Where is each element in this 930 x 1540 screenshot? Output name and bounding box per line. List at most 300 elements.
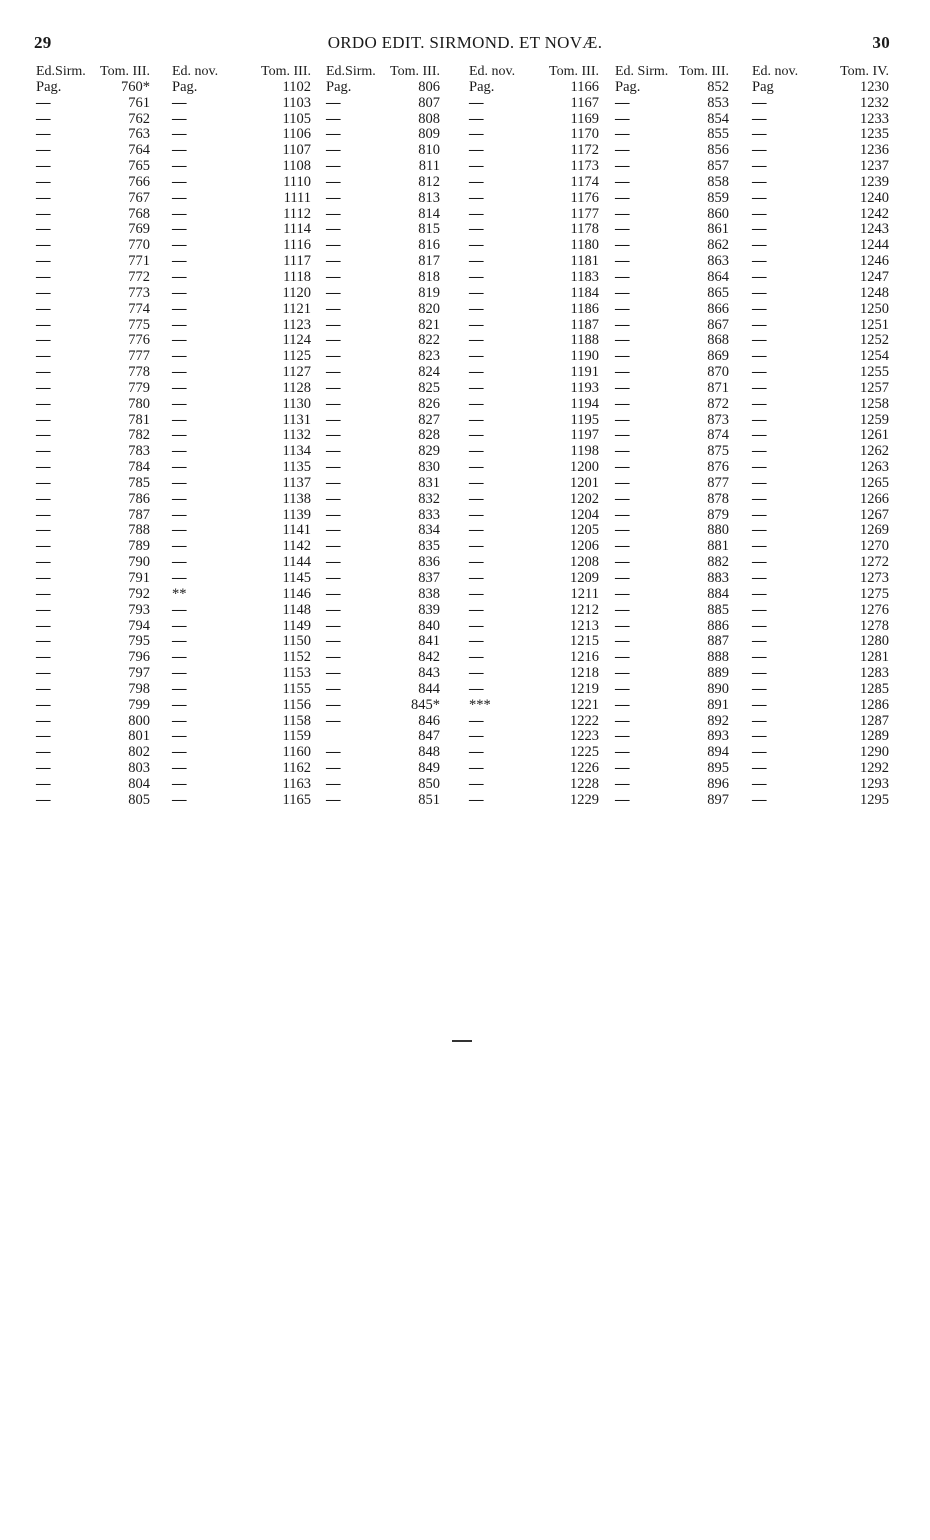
cell-col-1: —: [326, 775, 341, 792]
cell-col-2: 817: [418, 253, 440, 270]
cell-col-3: —: [469, 665, 484, 682]
cell-col-2: 866: [707, 300, 729, 317]
cell-col-3: —: [172, 253, 187, 270]
cell-col-4: 1289: [860, 728, 889, 745]
cell-col-2: 879: [707, 506, 729, 523]
cell-col-1: —: [615, 427, 630, 444]
cell-col-3: Pag.: [469, 78, 495, 95]
cell-col-2: 843: [418, 665, 440, 682]
cell-col-4: 1172: [570, 142, 599, 159]
cell-col-2: 860: [707, 205, 729, 222]
cell-col-2: 809: [418, 126, 440, 143]
cell-col-3: Ed. nov.: [172, 64, 219, 79]
cell-col-4: 1255: [860, 364, 889, 381]
cell-col-4: 1272: [860, 554, 889, 571]
cell-col-4: 1190: [570, 348, 599, 365]
cell-col-1: —: [36, 665, 51, 682]
cell-col-3: —: [469, 744, 484, 761]
cell-col-2: 810: [418, 142, 440, 159]
cell-col-4: 1176: [570, 189, 599, 206]
cell-col-4: 1293: [860, 775, 889, 792]
cell-col-4: 1197: [570, 427, 599, 444]
cell-col-4: Tom. III.: [549, 64, 599, 79]
cell-col-3: —: [172, 443, 187, 460]
cell-col-4: 1218: [570, 665, 599, 682]
cell-col-1: —: [615, 411, 630, 428]
cell-col-3: —: [752, 237, 767, 254]
cell-col-1: —: [326, 205, 341, 222]
cell-col-3: —: [469, 189, 484, 206]
cell-col-1: —: [615, 158, 630, 175]
cell-col-1: —: [326, 173, 341, 190]
cell-col-4: 1287: [860, 712, 889, 729]
cell-col-3: —: [469, 680, 484, 697]
cell-col-2: 861: [707, 221, 729, 238]
cell-col-4: 1232: [860, 94, 889, 111]
cell-col-2: 891: [707, 696, 729, 713]
cell-col-4: 1194: [570, 395, 599, 412]
cell-col-4: 1292: [860, 760, 889, 777]
cell-col-1: —: [326, 538, 341, 555]
cell-col-1: —: [36, 522, 51, 539]
cell-col-1: —: [326, 110, 341, 127]
cell-col-2: 794: [128, 617, 150, 634]
cell-col-4: 1191: [570, 364, 599, 381]
cell-col-4: 1205: [570, 522, 599, 539]
cell-col-3: —: [172, 300, 187, 317]
cell-col-2: 790: [128, 554, 150, 571]
cell-col-4: 1221: [570, 696, 599, 713]
cell-col-3: —: [752, 126, 767, 143]
cell-col-4: 1235: [860, 126, 889, 143]
cell-col-3: —: [172, 506, 187, 523]
cell-col-2: 895: [707, 760, 729, 777]
cell-col-2: 814: [418, 205, 440, 222]
cell-col-3: —: [172, 601, 187, 618]
cell-col-1: —: [36, 284, 51, 301]
cell-col-1: —: [36, 601, 51, 618]
cell-col-1: —: [615, 570, 630, 586]
cell-col-4: 1263: [860, 459, 889, 476]
cell-col-4: 1162: [282, 760, 311, 777]
cell-col-3: —: [469, 443, 484, 460]
cell-col-2: 764: [128, 142, 150, 159]
cell-col-1: —: [615, 253, 630, 270]
cell-col-2: 840: [418, 617, 440, 634]
cell-col-1: —: [36, 459, 51, 476]
cell-col-4: 1177: [570, 205, 599, 222]
cell-col-3: —: [469, 459, 484, 476]
cell-col-3: —: [752, 173, 767, 190]
cell-col-1: —: [36, 395, 51, 412]
cell-col-1: —: [615, 490, 630, 507]
cell-col-2: 871: [707, 379, 729, 396]
cell-col-1: —: [326, 379, 341, 396]
cell-col-4: 1173: [570, 158, 599, 175]
cell-col-1: —: [615, 506, 630, 523]
cell-col-1: —: [36, 712, 51, 729]
cell-col-4: 1155: [282, 680, 311, 697]
cell-col-2: 886: [707, 617, 729, 634]
cell-col-2: 853: [707, 94, 729, 111]
cell-col-1: —: [615, 379, 630, 396]
cell-col-1: —: [326, 665, 341, 682]
cell-col-2: 826: [418, 395, 440, 412]
cell-col-3: —: [752, 791, 767, 808]
cell-col-3: —: [469, 142, 484, 159]
cell-col-2: 789: [128, 538, 150, 555]
cell-col-3: —: [172, 712, 187, 729]
printer-mark: [452, 1040, 472, 1042]
cell-col-3: —: [172, 617, 187, 634]
cell-col-3: —: [752, 94, 767, 111]
cell-col-2: 835: [418, 538, 440, 555]
cell-col-3: —: [752, 538, 767, 555]
cell-col-4: 1267: [860, 506, 889, 523]
cell-col-3: —: [172, 633, 187, 650]
cell-col-4: 1167: [570, 94, 599, 111]
cell-col-1: —: [326, 427, 341, 444]
cell-col-2: 858: [707, 173, 729, 190]
cell-col-4: 1206: [570, 538, 599, 555]
cell-col-1: —: [36, 649, 51, 666]
cell-col-2: 846: [418, 712, 440, 729]
cell-col-2: 784: [128, 459, 150, 476]
cell-col-3: —: [172, 316, 187, 333]
cell-col-1: —: [326, 554, 341, 571]
cell-col-4: 1254: [860, 348, 889, 365]
cell-col-2: 830: [418, 459, 440, 476]
cell-col-4: 1148: [282, 601, 311, 618]
cell-col-3: —: [469, 601, 484, 618]
cell-col-1: —: [615, 395, 630, 412]
cell-col-4: 1216: [570, 649, 599, 666]
cell-col-3: —: [172, 189, 187, 206]
cell-col-3: —: [469, 728, 484, 745]
cell-col-4: 1105: [282, 110, 311, 127]
cell-col-1: —: [326, 474, 341, 491]
cell-col-1: —: [326, 490, 341, 507]
cell-col-2: 850: [418, 775, 440, 792]
cell-col-1: —: [36, 680, 51, 697]
cell-col-4: 1118: [283, 268, 311, 285]
cell-col-1: —: [615, 601, 630, 618]
cell-col-1: Ed.Sirm.: [326, 64, 376, 79]
cell-col-4: 1106: [282, 126, 311, 143]
cell-col-1: —: [326, 94, 341, 111]
cell-col-3: —: [469, 633, 484, 650]
cell-col-2: Tom. III.: [390, 64, 440, 79]
cell-col-4: 1244: [860, 237, 889, 254]
cell-col-4: 1233: [860, 110, 889, 127]
cell-col-3: —: [752, 649, 767, 666]
cell-col-3: —: [172, 570, 187, 586]
cell-col-3: —: [752, 554, 767, 571]
cell-col-1: —: [36, 189, 51, 206]
cell-col-1: —: [36, 253, 51, 270]
cell-col-3: —: [469, 775, 484, 792]
cell-col-1: —: [615, 760, 630, 777]
cell-col-2: 792: [128, 585, 150, 602]
cell-col-2: 831: [418, 474, 440, 491]
cell-col-1: —: [615, 649, 630, 666]
cell-col-1: —: [326, 601, 341, 618]
cell-col-3: —: [172, 284, 187, 301]
cell-col-3: —: [172, 728, 187, 745]
cell-col-2: 780: [128, 395, 150, 412]
cell-col-4: 1187: [570, 316, 599, 333]
cell-col-3: —: [172, 364, 187, 381]
cell-col-1: —: [615, 775, 630, 792]
cell-col-2: 838: [418, 585, 440, 602]
cell-col-1: —: [326, 237, 341, 254]
cell-col-4: 1138: [282, 490, 311, 507]
cell-col-3: —: [172, 474, 187, 491]
cell-col-1: —: [326, 253, 341, 270]
cell-col-2: 887: [707, 633, 729, 650]
cell-col-1: —: [326, 760, 341, 777]
cell-col-1: —: [615, 221, 630, 238]
cell-col-4: 1124: [282, 332, 311, 349]
cell-col-1: —: [36, 316, 51, 333]
cell-col-4: 1275: [860, 585, 889, 602]
cell-col-1: —: [326, 158, 341, 175]
cell-col-2: 769: [128, 221, 150, 238]
cell-col-2: 804: [128, 775, 150, 792]
cell-col-2: 863: [707, 253, 729, 270]
cell-col-4: 1250: [860, 300, 889, 317]
cell-col-2: 875: [707, 443, 729, 460]
cell-col-4: 1226: [570, 760, 599, 777]
cell-col-4: 1165: [282, 791, 311, 808]
cell-col-1: —: [615, 538, 630, 555]
cell-col-1: —: [36, 94, 51, 111]
cell-col-3: —: [469, 760, 484, 777]
cell-col-3: —: [469, 268, 484, 285]
cell-col-3: —: [469, 712, 484, 729]
cell-col-4: 1160: [282, 744, 311, 761]
cell-col-3: —: [172, 173, 187, 190]
cell-col-3: —: [752, 348, 767, 365]
cell-col-2: 889: [707, 665, 729, 682]
cell-col-2: 775: [128, 316, 150, 333]
cell-col-3: —: [752, 474, 767, 491]
cell-col-1: —: [326, 585, 341, 602]
cell-col-1: —: [36, 538, 51, 555]
cell-col-2: 805: [128, 791, 150, 808]
cell-col-3: —: [752, 142, 767, 159]
cell-col-2: 865: [707, 284, 729, 301]
cell-col-1: —: [326, 332, 341, 349]
cell-col-4: 1240: [860, 189, 889, 206]
cell-col-3: —: [752, 522, 767, 539]
cell-col-1: —: [615, 696, 630, 713]
cell-col-2: 894: [707, 744, 729, 761]
cell-col-1: —: [326, 142, 341, 159]
cell-col-2: 773: [128, 284, 150, 301]
cell-col-1: —: [615, 364, 630, 381]
cell-col-1: —: [615, 459, 630, 476]
cell-col-3: **: [172, 585, 187, 602]
cell-col-2: 885: [707, 601, 729, 618]
cell-col-2: 802: [128, 744, 150, 761]
cell-col-2: 876: [707, 459, 729, 476]
cell-col-3: —: [172, 94, 187, 111]
cell-col-4: 1246: [860, 253, 889, 270]
cell-col-3: —: [172, 775, 187, 792]
cell-col-4: 1200: [570, 459, 599, 476]
cell-col-4: 1149: [282, 617, 311, 634]
cell-col-2: 813: [418, 189, 440, 206]
cell-col-1: —: [615, 617, 630, 634]
cell-col-2: 833: [418, 506, 440, 523]
cell-col-4: 1225: [570, 744, 599, 761]
cell-col-3: —: [752, 332, 767, 349]
cell-col-4: 1228: [570, 775, 599, 792]
cell-col-3: —: [172, 395, 187, 412]
cell-col-2: 786: [128, 490, 150, 507]
cell-col-1: —: [36, 173, 51, 190]
cell-col-1: —: [36, 443, 51, 460]
cell-col-2: 874: [707, 427, 729, 444]
cell-col-3: —: [752, 443, 767, 460]
cell-col-2: 868: [707, 332, 729, 349]
cell-col-1: —: [326, 522, 341, 539]
cell-col-2: 890: [707, 680, 729, 697]
cell-col-1: —: [615, 348, 630, 365]
cell-col-3: —: [172, 522, 187, 539]
cell-col-4: 1270: [860, 538, 889, 555]
cell-col-2: 888: [707, 649, 729, 666]
cell-col-4: 1159: [282, 728, 311, 745]
cell-col-2: 803: [128, 760, 150, 777]
cell-col-1: —: [326, 126, 341, 143]
cell-col-1: —: [326, 744, 341, 761]
cell-col-1: —: [36, 554, 51, 571]
cell-col-2: 819: [418, 284, 440, 301]
cell-col-3: —: [752, 110, 767, 127]
cell-col-3: —: [469, 284, 484, 301]
cell-col-3: —: [172, 237, 187, 254]
cell-col-3: Pag: [752, 78, 774, 95]
cell-col-2: 836: [418, 554, 440, 571]
cell-col-1: —: [615, 665, 630, 682]
cell-col-4: 1120: [282, 284, 311, 301]
cell-col-2: 837: [418, 570, 440, 586]
cell-col-2: 872: [707, 395, 729, 412]
cell-col-3: —: [469, 221, 484, 238]
cell-col-3: —: [469, 617, 484, 634]
cell-col-4: 1178: [570, 221, 599, 238]
cell-col-1: —: [615, 189, 630, 206]
cell-col-1: —: [326, 268, 341, 285]
cell-col-4: 1262: [860, 443, 889, 460]
cell-col-1: —: [615, 332, 630, 349]
cell-col-1: —: [326, 284, 341, 301]
cell-col-4: 1229: [570, 791, 599, 808]
cell-col-2: 896: [707, 775, 729, 792]
cell-col-1: —: [326, 221, 341, 238]
cell-col-4: 1265: [860, 474, 889, 491]
cell-col-1: —: [615, 554, 630, 571]
cell-col-4: 1169: [570, 110, 599, 127]
cell-col-2: 776: [128, 332, 150, 349]
cell-col-3: —: [469, 538, 484, 555]
cell-col-2: 845*: [411, 696, 440, 713]
cell-col-3: ***: [469, 696, 491, 713]
cell-col-4: 1127: [282, 364, 311, 381]
cell-col-3: —: [469, 474, 484, 491]
cell-col-2: 797: [128, 665, 150, 682]
cell-col-4: 1134: [282, 443, 311, 460]
cell-col-2: 897: [707, 791, 729, 808]
cell-col-3: —: [172, 379, 187, 396]
cell-col-1: —: [36, 158, 51, 175]
cell-col-3: —: [469, 395, 484, 412]
cell-col-3: —: [469, 554, 484, 571]
cell-col-1: Pag.: [326, 78, 352, 95]
cell-col-1: —: [36, 506, 51, 523]
cell-col-3: —: [172, 791, 187, 808]
cell-col-3: —: [752, 411, 767, 428]
cell-col-3: —: [752, 158, 767, 175]
cell-col-2: 795: [128, 633, 150, 650]
cell-col-2: 779: [128, 379, 150, 396]
cell-col-2: 766: [128, 173, 150, 190]
cell-col-4: 1198: [570, 443, 599, 460]
cell-col-2: 829: [418, 443, 440, 460]
cell-col-1: —: [36, 728, 51, 745]
cell-col-3: —: [752, 665, 767, 682]
cell-col-2: 877: [707, 474, 729, 491]
cell-col-4: 1131: [282, 411, 311, 428]
cell-col-4: 1242: [860, 205, 889, 222]
cell-col-2: 834: [418, 522, 440, 539]
cell-col-3: —: [469, 158, 484, 175]
cell-col-4: 1184: [570, 284, 599, 301]
cell-col-4: 1103: [282, 94, 311, 111]
cell-col-4: 1237: [860, 158, 889, 175]
cell-col-4: 1116: [283, 237, 311, 254]
cell-col-2: 787: [128, 506, 150, 523]
cell-col-4: 1150: [282, 633, 311, 650]
cell-col-4: 1123: [282, 316, 311, 333]
cell-col-1: —: [36, 427, 51, 444]
cell-col-4: 1222: [570, 712, 599, 729]
cell-col-4: 1144: [282, 554, 311, 571]
cell-col-3: —: [469, 364, 484, 381]
cell-col-3: —: [752, 427, 767, 444]
cell-col-4: 1252: [860, 332, 889, 349]
cell-col-3: —: [469, 253, 484, 270]
cell-col-1: —: [326, 617, 341, 634]
cell-col-2: 856: [707, 142, 729, 159]
cell-col-1: —: [326, 364, 341, 381]
cell-col-4: 1125: [282, 348, 311, 365]
cell-col-4: 1258: [860, 395, 889, 412]
cell-col-1: —: [615, 633, 630, 650]
cell-col-3: —: [469, 522, 484, 539]
cell-col-1: —: [326, 680, 341, 697]
cell-col-3: —: [752, 585, 767, 602]
cell-col-2: Tom. III.: [100, 64, 150, 79]
cell-col-2: 768: [128, 205, 150, 222]
cell-col-4: 1295: [860, 791, 889, 808]
cell-col-1: —: [36, 696, 51, 713]
cell-col-3: —: [752, 253, 767, 270]
cell-col-3: —: [469, 570, 484, 586]
cell-col-1: —: [615, 680, 630, 697]
